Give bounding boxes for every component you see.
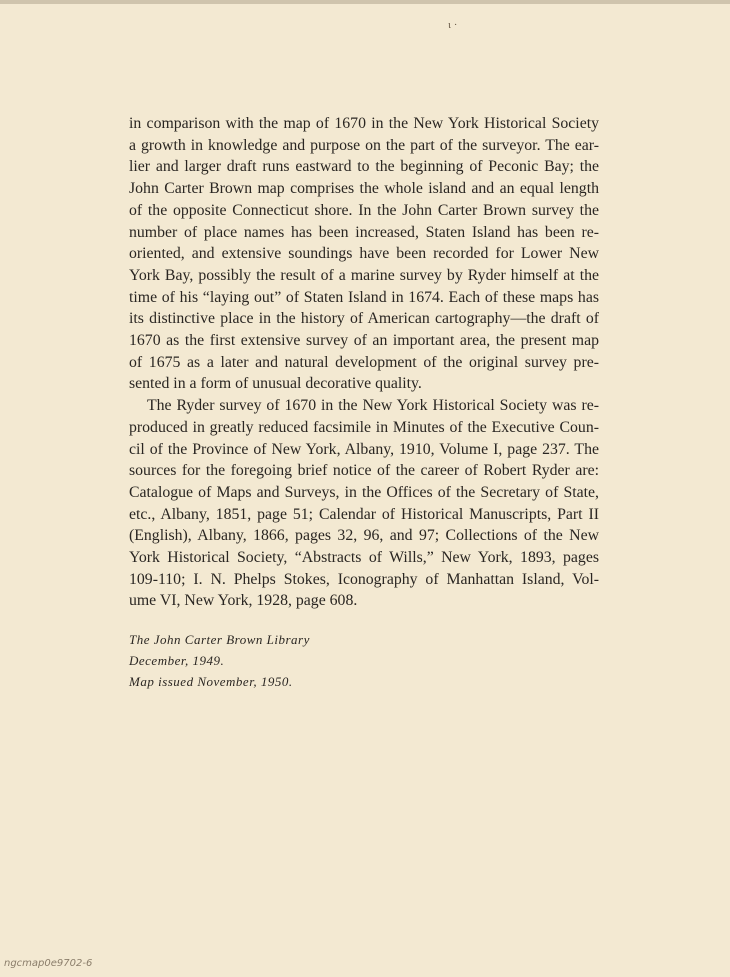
text-line: 1670 as the first extensive survey of an important area, the present map [129, 332, 599, 350]
text-line: produced in greatly reduced facsimile in Minutes of the Executive Coun- [129, 418, 599, 436]
text-line: sources for the foregoing brief notice of the career of Robert Ryder are: [129, 462, 599, 480]
signature-date: December, 1949. [129, 653, 225, 669]
text-line: The Ryder survey of 1670 in the New York Historical Society was re- [147, 397, 599, 415]
page-mark: ι · [448, 19, 458, 31]
text-line: its distinctive place in the history of American cartography—the draft of [129, 310, 599, 328]
text-line: (English), Albany, 1866, pages 32, 96, and 97; Collections of the New [129, 527, 599, 545]
catalog-stamp: ngcmap0e9702-6 [4, 958, 93, 969]
text-line: oriented, and extensive soundings have been recorded for Lower New [129, 245, 599, 263]
text-line: cil of the Province of New York, Albany, 1910, Volume I, page 237. The [129, 440, 599, 458]
page-top-edge [0, 0, 730, 4]
text-line: time of his “laying out” of Staten Island in 1674. Each of these maps has [129, 288, 599, 306]
text-line: York Historical Society, “Abstracts of Wills,” New York, 1893, pages [129, 549, 599, 567]
paragraph-1 [129, 113, 599, 395]
text-line: lier and larger draft runs eastward to the beginning of Peconic Bay; the [129, 158, 599, 176]
text-line: John Carter Brown map comprises the whole island and an equal length [129, 180, 599, 198]
signature-block [129, 629, 599, 692]
signature-library: The John Carter Brown Library [129, 632, 310, 648]
text-line: York Bay, possibly the result of a marine survey by Ryder himself at the [129, 266, 599, 284]
text-line: number of place names has been increased, Staten Island has been re- [129, 223, 599, 241]
text-line: Catalogue of Maps and Surveys, in the Offices of the Secretary of State, [129, 483, 599, 501]
text-line: of the opposite Connecticut shore. In the John Carter Brown survey the [129, 201, 599, 219]
text-line: sented in a form of unusual decorative quality. [129, 375, 422, 393]
text-line: of 1675 as a later and natural development of the original survey pre- [129, 353, 599, 371]
paragraph-2 [129, 395, 599, 612]
text-line: 109-110; I. N. Phelps Stokes, Iconography of Manhattan Island, Vol- [129, 570, 599, 588]
text-line: in comparison with the map of 1670 in the New York Historical Society [129, 115, 599, 132]
text-line: ume VI, New York, 1928, page 608. [129, 592, 358, 610]
text-line: etc., Albany, 1851, page 51; Calendar of Historical Manuscripts, Part II [129, 505, 599, 523]
signature-issued: Map issued November, 1950. [129, 674, 293, 690]
text-line: a growth in knowledge and purpose on the part of the surveyor. The ear- [129, 136, 599, 154]
document-body [129, 113, 599, 692]
